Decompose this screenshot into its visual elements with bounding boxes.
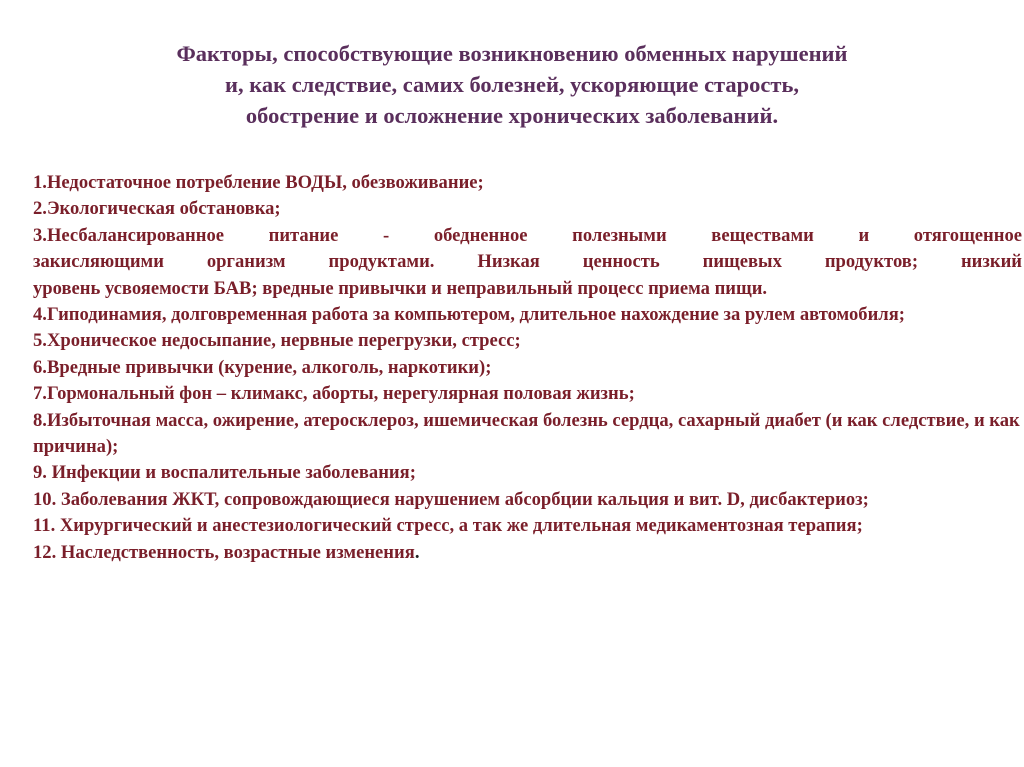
title-line-3: обострение и осложнение хронических заболеваний. xyxy=(245,103,779,128)
list-item-3-line-3: уровень усвояемости БАВ; вредные привычки и неправильный процесс приема пищи. xyxy=(33,277,768,299)
list-item-3-line-1: 3.Несбалансированное питание - обедненное полезными веществами и отягощенное xyxy=(33,224,1022,246)
slide-title xyxy=(60,38,964,131)
list-item-6: 6.Вредные привычки (курение, алкоголь, наркотики); xyxy=(33,356,492,378)
title-line-1: Факторы, способствующие возникновению обменных нарушений xyxy=(176,41,848,66)
list-item-8: 8.Избыточная масса, ожирение, атеросклероз, ишемическая болезнь сердца, сахарный диабет (и как следствие, и как причина); xyxy=(33,409,1020,458)
list-item-1: 1.Недостаточное потребление ВОДЫ, обезвоживание; xyxy=(33,172,484,193)
list-item-7: 7.Гормональный фон – климакс, аборты, нерегулярная половая жизнь; xyxy=(33,383,635,405)
list-item-12-period: . xyxy=(414,541,420,563)
list-item-12 xyxy=(33,540,1022,566)
list-item-11: 11. Хирургический и анестезиологический стресс, а так же длительная медикаментозная терапия; xyxy=(33,515,863,537)
factors-list xyxy=(33,170,1022,566)
title-line-2: и, как следствие, самих болезней, ускоряющие старость, xyxy=(225,72,799,97)
list-item-9: 9. Инфекции и воспалительные заболевания; xyxy=(33,462,416,484)
list-item-12-text: 12. Наследственность, возрастные изменения xyxy=(33,541,415,563)
list-item-10: 10. Заболевания ЖКТ, сопровождающиеся нарушением абсорбции кальция и вит. D, дисбактериоз; xyxy=(33,488,869,510)
list-item-3-line-2: закисляющими организм продуктами. Низкая ценность пищевых продуктов; низкий xyxy=(33,251,1022,273)
list-item-5: 5.Хроническое недосыпание, нервные перегрузки, стресс; xyxy=(33,330,521,352)
list-item-4: 4.Гиподинамия, долговременная работа за компьютером, длительное нахождение за рулем автомобиля; xyxy=(33,304,905,326)
list-item-2: 2.Экологическая обстановка; xyxy=(33,198,281,220)
list-item-3 xyxy=(33,223,1022,302)
